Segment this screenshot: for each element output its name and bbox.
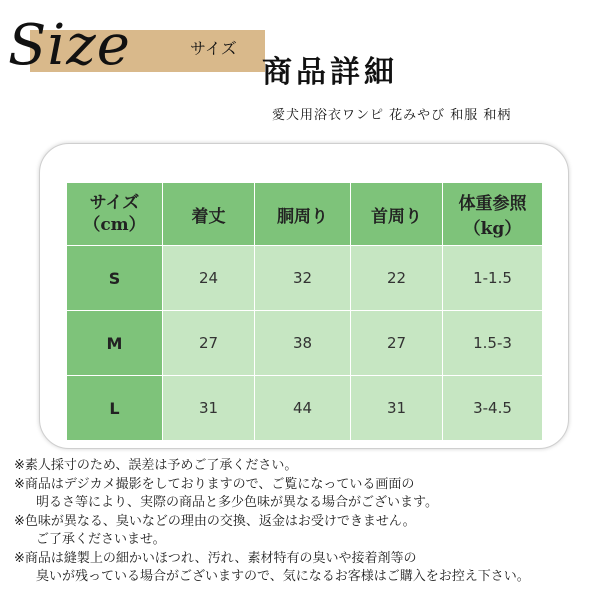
size-chart-table <box>66 182 543 441</box>
cell-size: S <box>67 246 163 311</box>
note-line: ※商品は縫製上の細かいほつれ、汚れ、素材特有の臭いや接着剤等の <box>14 550 417 566</box>
cell-length: 24 <box>163 246 255 311</box>
header-size-line1: サイズ <box>89 192 140 213</box>
cell-neck: 27 <box>351 311 443 376</box>
size-script-text: Size <box>8 13 131 78</box>
size-kana-text: サイズ <box>190 39 237 58</box>
header-weight-line1: 体重参照 <box>458 194 527 214</box>
header-length: 着丈 <box>163 183 255 246</box>
table-row <box>67 246 543 311</box>
header-weight-line2: （kg） <box>463 219 522 239</box>
cell-waist: 44 <box>255 376 351 441</box>
note-line: ※色味が異なる、臭いなどの理由の交換、返金はお受けできません。 <box>14 513 416 529</box>
header-neck: 首周り <box>351 183 443 246</box>
note-line: 臭いが残っている場合がございますので、気になるお客様はご購入をお控え下さい。 <box>36 569 530 584</box>
cell-neck: 31 <box>351 376 443 441</box>
note-line: ご了承くださいませ。 <box>36 532 166 547</box>
note-line: ※商品はデジカメ撮影をしておりますので、ご覧になっている画面の <box>14 476 415 492</box>
cell-weight: 1-1.5 <box>443 246 543 311</box>
cell-size: L <box>67 376 163 441</box>
cell-length: 27 <box>163 311 255 376</box>
cell-waist: 38 <box>255 311 351 376</box>
header-weight <box>443 183 543 246</box>
cell-size: M <box>67 311 163 376</box>
cell-weight: 1.5-3 <box>443 311 543 376</box>
cell-length: 31 <box>163 376 255 441</box>
cell-neck: 22 <box>351 246 443 311</box>
cell-weight: 3-4.5 <box>443 376 543 441</box>
page-title: 商品詳細 <box>262 55 398 90</box>
header-waist: 胴周り <box>255 183 351 246</box>
product-subtitle: 愛犬用浴衣ワンピ 花みやび 和服 和柄 <box>272 108 512 123</box>
header-size-line2: （cm） <box>83 215 146 235</box>
note-line: ※素人採寸のため、誤差は予めご了承ください。 <box>14 458 298 473</box>
table-header-row <box>67 183 543 246</box>
table-row <box>67 376 543 441</box>
cell-waist: 32 <box>255 246 351 311</box>
header-size <box>67 183 163 246</box>
note-line: 明るさ等により、実際の商品と多少色味が異なる場合がございます。 <box>36 495 438 510</box>
notes-section <box>14 457 599 587</box>
table-row <box>67 311 543 376</box>
